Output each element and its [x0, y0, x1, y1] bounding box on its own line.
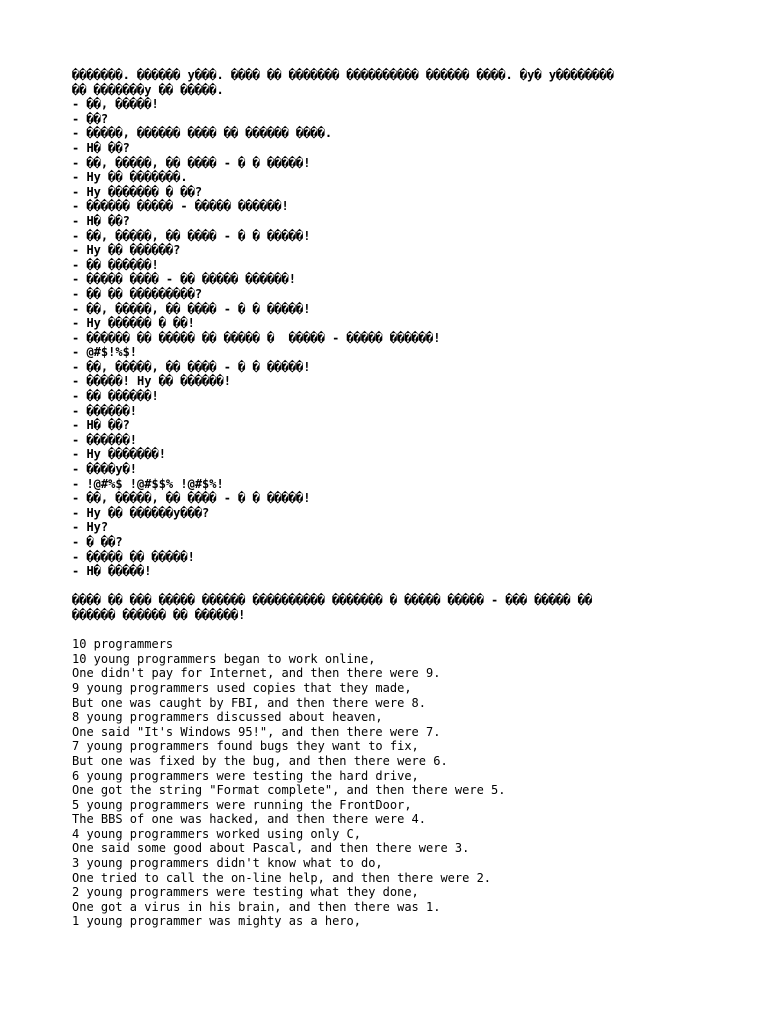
dialogue-line: - Hy �������!: [72, 447, 166, 462]
dialogue-line: - � ��?: [72, 535, 123, 549]
poem-line: 4 young programmers worked using only C,: [72, 826, 361, 841]
poem-block: [72, 637, 762, 929]
dialogue-line: - H� ��?: [72, 140, 130, 155]
dialogue-line: - Hy?: [72, 520, 109, 535]
garbled-intro: [72, 68, 762, 97]
dialogue-line: - ��?: [72, 111, 109, 126]
dialogue-line: - ��, �����, �� ���� - � � �����!: [72, 228, 311, 243]
dialogue-line: - Hy �� �������.: [72, 170, 188, 185]
garbled-outro: [72, 593, 762, 622]
blank-line: [72, 623, 762, 638]
poem-line: One said some good about Pascal, and then there were 3.: [72, 841, 470, 856]
dialogue-line: - ��, �����, �� ���� - � � �����!: [72, 155, 311, 170]
dialogue-line: - �����! Hy �� ������!: [72, 374, 231, 389]
dialogue-line: - H� �����!: [72, 564, 152, 579]
dialogue-line: - Hy �� ������y���?: [72, 505, 210, 520]
dialogue-line: - ��, �����, �� ���� - � � �����!: [72, 301, 311, 316]
poem-line: 2 young programmers were testing what they done,: [72, 885, 419, 900]
poem-line: 3 young programmers didn't know what to do,: [72, 856, 383, 871]
dialogue-line: - �� �� ���������?: [72, 286, 203, 301]
dialogue-line: - ��, �����, �� ���� - � � �����!: [72, 359, 311, 374]
dialogue-line: - ����� �� �����!: [72, 549, 195, 564]
poem-line: One got the string "Format complete", and then there were 5.: [72, 783, 506, 798]
dialogue-line: - H� ��?: [72, 213, 130, 228]
poem-line: 10 young programmers began to work online,: [72, 651, 376, 666]
text-line: ���� �� ��� ����� ������ ���������� ������� � ����� ����� - ��� ����� ��: [72, 593, 593, 608]
poem-line: 1 young programmer was mighty as a hero,: [72, 914, 361, 929]
poem-line: 8 young programmers discussed about heaven,: [72, 710, 383, 725]
poem-line: 9 young programmers used copies that they made,: [72, 680, 412, 695]
dialogue-line: - Hy �� ������?: [72, 243, 181, 258]
document-page: [72, 68, 762, 929]
dialogue-line: - ��, �����!: [72, 97, 159, 112]
dialogue-line: - Hy ������ � ��!: [72, 316, 195, 331]
dialogue-line: - H� ��?: [72, 418, 130, 433]
dialogue-line: - ��, �����, �� ���� - � � �����!: [72, 491, 311, 506]
poem-line: 7 young programmers found bugs they want to fix,: [72, 739, 419, 754]
dialogue-line: - �� ������!: [72, 389, 159, 404]
text-line: ������ ������ �� ������!: [72, 607, 246, 622]
dialogue-line: - ������!: [72, 403, 138, 418]
blank-line: [72, 579, 762, 594]
poem-line: One got a virus in his brain, and then there was 1.: [72, 899, 441, 914]
poem-line: One didn't pay for Internet, and then there were 9.: [72, 666, 441, 681]
poem-line: The BBS of one was hacked, and then there were 4.: [72, 812, 427, 827]
dialogue-line: - ������!: [72, 432, 138, 447]
poem-line: One said "It's Windows 95!", and then there were 7.: [72, 724, 441, 739]
text-line: �������. ������ y���. ���� �� ������� ���������� ������ ����. �y� y��������: [72, 68, 614, 82]
dialogue-line: - @#$!%$!: [72, 345, 138, 360]
text-line: �� �������y �� �����.: [72, 82, 224, 97]
poem-line: 6 young programmers were testing the hard drive,: [72, 768, 419, 783]
poem-line: But one was caught by FBI, and then there were 8.: [72, 695, 427, 710]
poem-line: But one was fixed by the bug, and then there were 6.: [72, 753, 448, 768]
dialogue-line: - �����, ������ ���� �� ������ ����.: [72, 126, 333, 141]
dialogue-block: [72, 97, 762, 579]
dialogue-line: - ����� ���� - �� ����� ������!: [72, 272, 296, 287]
poem-line: One tried to call the on-line help, and then there were 2.: [72, 870, 492, 885]
poem-title: 10 programmers: [72, 637, 174, 652]
dialogue-line: - ������ �� ����� �� ����� � ����� - ����� ������!: [72, 330, 441, 345]
dialogue-line: - Hy ������� � ��?: [72, 184, 203, 199]
dialogue-line: - !@#%$ !@#$$% !@#$%!: [72, 476, 224, 491]
dialogue-line: - ������ ����� - ����� ������!: [72, 199, 289, 214]
dialogue-line: - ����y�!: [72, 462, 138, 477]
poem-line: 5 young programmers were running the FrontDoor,: [72, 797, 412, 812]
dialogue-line: - �� ������!: [72, 257, 159, 272]
